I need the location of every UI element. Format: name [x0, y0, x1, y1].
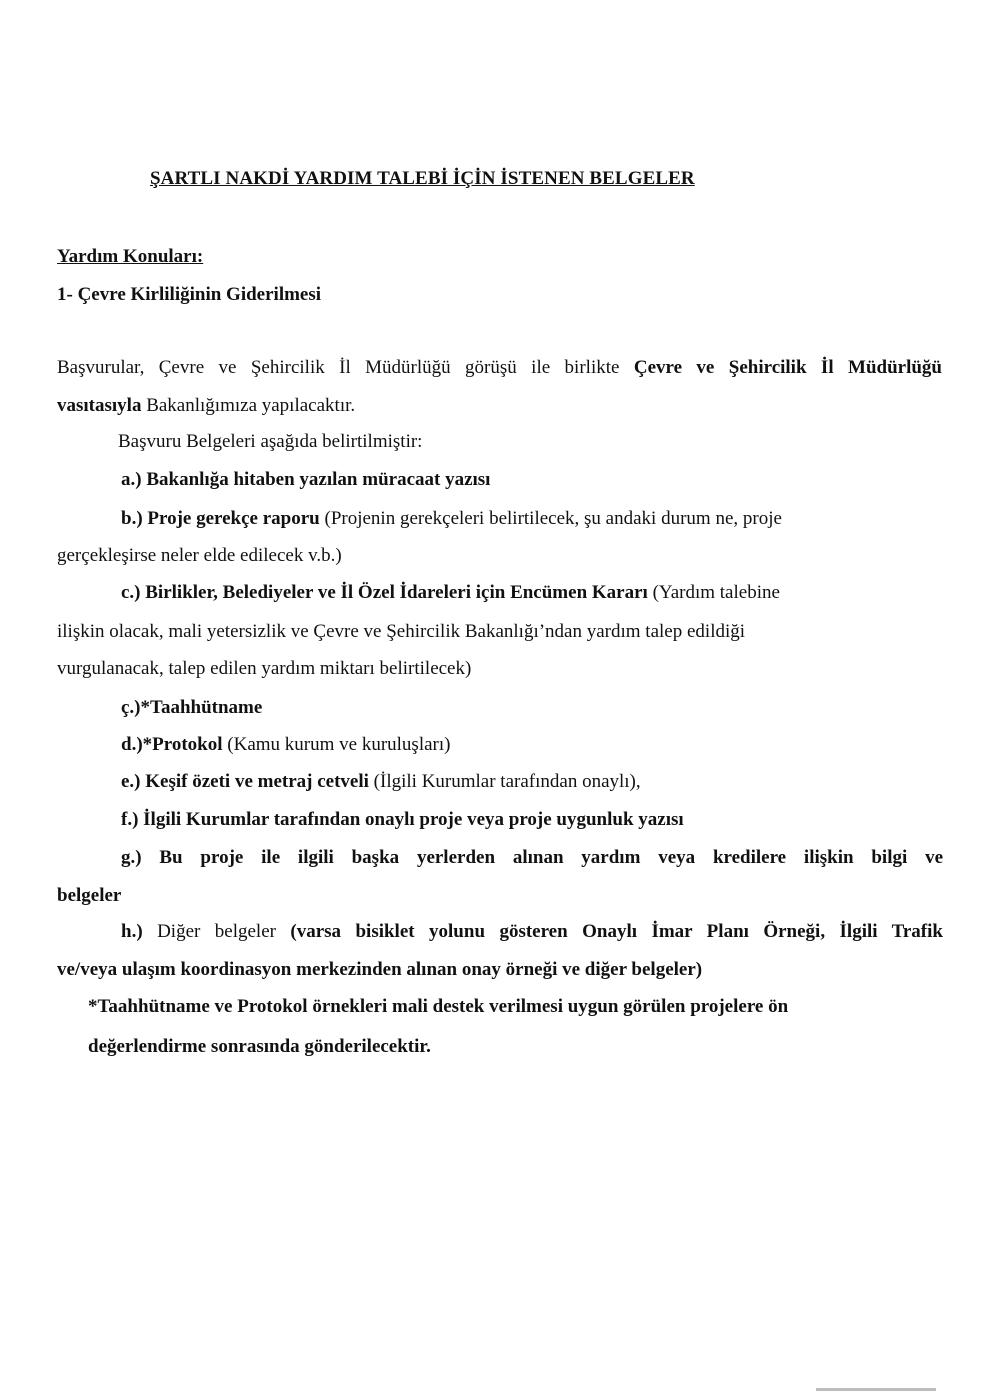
item-cc: ç.)*Taahhütname: [121, 697, 263, 718]
item-h-plain: Diğer belgeler: [142, 921, 291, 942]
documents-intro: Başvuru Belgeleri aşağıda belirtilmiştir:: [118, 431, 423, 452]
intro-bold-2: vasıtasıyla: [57, 395, 142, 416]
intro-line-1: [57, 356, 942, 380]
item-g-cont: belgeler: [57, 885, 122, 906]
item-f: f.) İlgili Kurumlar tarafından onaylı proje veya proje uygunluk yazısı: [121, 809, 684, 830]
intro-text: Başvurular, Çevre ve Şehircilik İl Müdürlüğü görüşü ile birlikte: [57, 357, 634, 378]
item-a: a.) Bakanlığa hitaben yazılan müracaat yazısı: [121, 469, 491, 490]
item-h-bold: (varsa bisiklet yolunu gösteren Onaylı İmar Planı Örneği, İlgili Trafik: [290, 921, 943, 942]
item-e: [121, 770, 641, 794]
intro-line-2: [57, 394, 355, 418]
item-c-cont-1: ilişkin olacak, mali yetersizlik ve Çevre ve Şehircilik Bakanlığı’ndan yardım talep edildiği: [57, 621, 746, 642]
scan-edge-mark: [816, 1388, 936, 1391]
intro-bold: Çevre ve Şehircilik İl Müdürlüğü: [633, 357, 942, 378]
item-c: [121, 581, 780, 605]
item-c-label: c.) Birlikler, Belediyeler ve İl Özel İdareleri için Encümen Kararı: [121, 582, 648, 603]
section-heading: Yardım Konuları:: [57, 246, 204, 267]
item-h: [121, 920, 943, 944]
item-g: g.) Bu proje ile ilgili başka yerlerden alınan yardım veya kredilere ilişkin bilgi ve: [121, 847, 943, 868]
page-title: ŞARTLI NAKDİ YARDIM TALEBİ İÇİN İSTENEN BELGELER: [150, 168, 695, 189]
item-e-label: e.) Keşif özeti ve metraj cetveli: [121, 771, 369, 792]
topic-heading: 1- Çevre Kirliliğinin Giderilmesi: [57, 284, 322, 305]
item-c-cont-2: vurgulanacak, talep edilen yardım miktarı belirtilecek): [57, 658, 472, 679]
item-b: [121, 507, 782, 531]
item-h-prefix: h.): [121, 921, 143, 942]
item-c-desc: (Yardım talebine: [647, 582, 780, 603]
item-e-desc: (İlgili Kurumlar tarafından onaylı),: [368, 771, 641, 792]
item-b-cont: gerçekleşirse neler elde edilecek v.b.): [57, 545, 342, 566]
note-line-2: değerlendirme sonrasında gönderilecektir.: [88, 1036, 431, 1057]
item-d-label: d.)*Protokol: [121, 734, 223, 755]
item-d-desc: (Kamu kurum ve kuruluşları): [222, 734, 451, 755]
item-h-cont: ve/veya ulaşım koordinasyon merkezinden alınan onay örneği ve diğer belgeler): [57, 959, 703, 980]
intro-text-2: Bakanlığımıza yapılacaktır.: [141, 395, 356, 416]
note-line-1: *Taahhütname ve Protokol örnekleri mali destek verilmesi uygun görülen projelere ön: [88, 996, 789, 1017]
item-b-desc: (Projenin gerekçeleri belirtilecek, şu andaki durum ne, proje: [319, 508, 782, 529]
item-b-label: b.) Proje gerekçe raporu: [121, 508, 320, 529]
item-d: [121, 733, 450, 757]
